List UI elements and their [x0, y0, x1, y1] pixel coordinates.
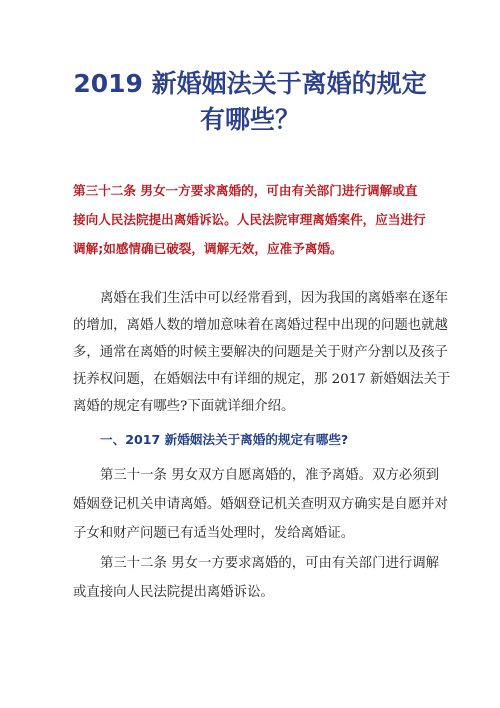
highlighted-article-32 — [73, 176, 433, 263]
section-heading-text: 一、2017 新婚姻法关于离婚的规定有哪些? — [100, 432, 349, 447]
article-32-line: 第三十二条 男女一方要求离婚的，可由有关部门进行调解 — [100, 556, 440, 571]
article-32-line: 或直接向人民法院提出离婚诉讼。 — [73, 585, 274, 600]
section-heading — [100, 428, 460, 452]
highlight-line: 接向人民法院提出离婚诉讼。人民法院审理离婚案件，应当进行 — [73, 212, 426, 227]
article-32-paragraph — [73, 549, 440, 607]
intro-line: 离婚在我们生活中可以经常看到，因为我国的离婚率在逐年 — [100, 291, 449, 306]
intro-paragraph — [73, 285, 451, 420]
title-line: 有哪些？ — [199, 105, 300, 134]
article-31-paragraph — [73, 461, 448, 548]
intro-line: 多，通常在离婚的时候主要解决的问题是关于财产分割以及孩子 — [73, 345, 448, 360]
highlight-line: 第三十二条 男女一方要求离婚的，可由有关部门进行调解或直 — [73, 183, 418, 198]
article-31-line: 子女和财产问题已有适当处理时，发给离婚证。 — [73, 526, 355, 541]
intro-line: 的增加，离婚人数的增加意味着在离婚过程中出现的问题也就越 — [73, 318, 448, 333]
article-31-line: 第三十一条 男女双方自愿离婚的，准予离婚。双方必须到 — [100, 468, 440, 483]
document-title — [40, 66, 460, 138]
intro-line: 抚养权问题，在婚姻法中有详细的规定，那 2017 新婚姻法关于 — [73, 372, 451, 387]
title-line: 2019 新婚姻法关于离婚的规定 — [73, 69, 427, 98]
intro-line: 离婚的规定有哪些?下面就详细介绍。 — [73, 399, 295, 414]
article-31-line: 婚姻登记机关申请离婚。婚姻登记机关查明双方确实是自愿并对 — [73, 497, 448, 512]
highlight-line: 调解;如感情确已破裂，调解无效，应准予离婚。 — [73, 241, 343, 256]
